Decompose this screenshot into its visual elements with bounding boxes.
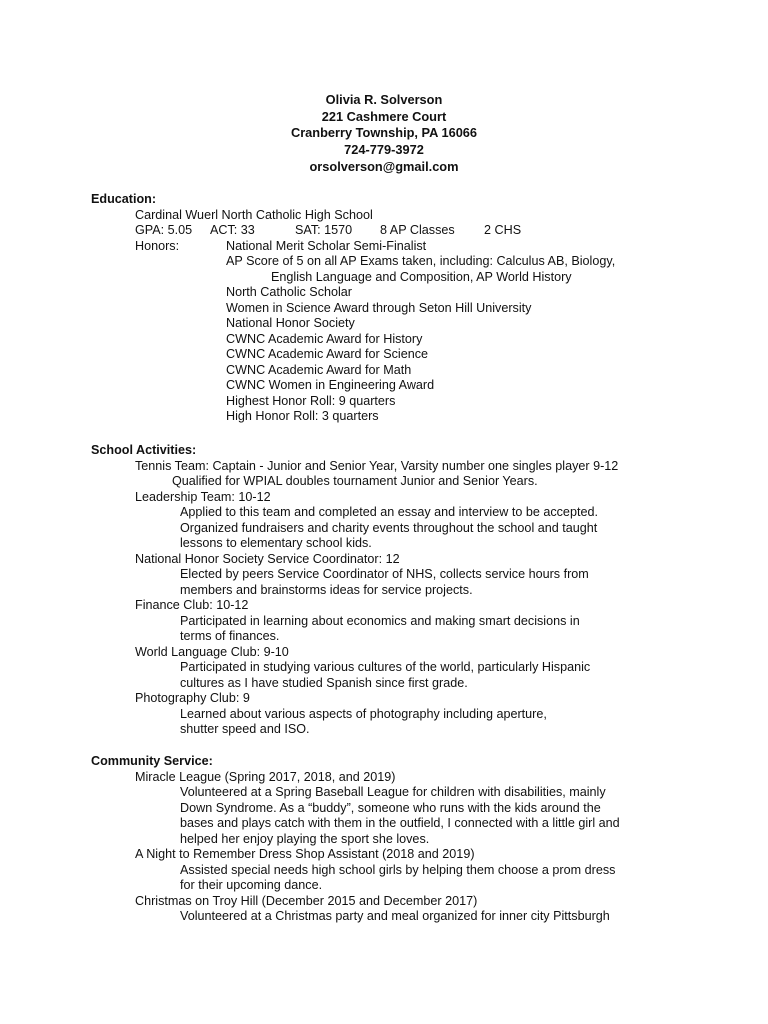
phone-number: 724-779-3972 [344, 142, 424, 158]
activity-heading: Leadership Team: 10-12 [135, 489, 271, 504]
honor-item: CWNC Academic Award for History [226, 331, 423, 346]
school-name: Cardinal Wuerl North Catholic High School [135, 207, 373, 222]
activity-heading: Photography Club: 9 [135, 691, 250, 705]
service-heading: Christmas on Troy Hill (December 2015 and December 2017) [135, 893, 478, 908]
activity-detail: Elected by peers Service Coordinator of NHS, collects service hours from [180, 567, 589, 581]
activity-detail: shutter speed and ISO. [180, 722, 310, 736]
service-detail: Down Syndrome. As a “buddy”, someone who runs with the kids around the [180, 800, 601, 815]
honor-item: North Catholic Scholar [226, 285, 352, 299]
community-heading: Community Service: [91, 754, 213, 768]
honors-label: Honors: [135, 238, 180, 253]
gpa: GPA: 5.05 [135, 223, 193, 237]
scores-row [0, 223, 768, 239]
honor-item: High Honor Roll: 3 quarters [226, 409, 379, 423]
service-detail: for their upcoming dance. [180, 878, 323, 892]
ap-classes: 8 AP Classes [380, 223, 455, 237]
activity-detail: cultures as I have studied Spanish since first grade. [180, 675, 468, 690]
activity-heading: World Language Club: 9-10 [135, 644, 289, 659]
city-state-zip: Cranberry Township, PA 16066 [290, 125, 478, 141]
service-detail: Volunteered at a Christmas party and meal organized for inner city Pittsburgh [180, 909, 610, 923]
activity-detail: members and brainstorms ideas for service projects. [180, 582, 473, 597]
activity-detail: Participated in studying various cultures of the world, particularly Hispanic [180, 660, 591, 674]
service-heading: Miracle League (Spring 2017, 2018, and 2019) [135, 769, 396, 784]
honor-item: English Language and Composition, AP World History [271, 269, 572, 284]
activity-detail: Participated in learning about economics and making smart decisions in [180, 613, 580, 628]
service-detail: Assisted special needs high school girls by helping them choose a prom dress [180, 862, 616, 877]
honor-item: CWNC Academic Award for Science [226, 347, 429, 361]
sat-score: SAT: 1570 [295, 223, 353, 237]
honor-item: National Merit Scholar Semi-Finalist [226, 238, 427, 253]
honor-item: CWNC Women in Engineering Award [226, 378, 435, 392]
service-detail: bases and plays catch with them in the outfield, I connected with a little girl and [180, 816, 620, 830]
activity-heading: National Honor Society Service Coordinator: 12 [135, 551, 400, 566]
activity-detail: terms of finances. [180, 629, 280, 643]
activity-heading: Finance Club: 10-12 [135, 598, 249, 612]
activities-heading: School Activities: [91, 443, 197, 457]
activity-detail: lessons to elementary school kids. [180, 536, 372, 550]
honor-item: AP Score of 5 on all AP Exams taken, including: Calculus AB, Biology, [226, 254, 616, 268]
service-detail: Volunteered at a Spring Baseball League for children with disabilities, mainly [180, 785, 606, 799]
activity-heading: Tennis Team: Captain - Junior and Senior Year, Varsity number one singles player 9-12 [135, 458, 619, 473]
activity-detail: Learned about various aspects of photography including aperture, [180, 706, 547, 721]
education-heading: Education: [91, 192, 157, 206]
contact-header [0, 92, 768, 175]
activity-detail: Applied to this team and completed an essay and interview to be accepted. [180, 505, 598, 519]
honor-item: CWNC Academic Award for Math [226, 362, 412, 377]
activity-detail: Organized fundraisers and charity events throughout the school and taught [180, 520, 598, 535]
activity-detail: Qualified for WPIAL doubles tournament Junior and Senior Years. [172, 474, 538, 488]
honor-item: Highest Honor Roll: 9 quarters [226, 393, 396, 408]
chs-count: 2 CHS [484, 223, 522, 237]
street-address: 221 Cashmere Court [321, 108, 447, 124]
service-detail: helped her enjoy playing the sport she loves. [180, 831, 430, 846]
email-address: orsolverson@gmail.com [309, 158, 459, 174]
act-score: ACT: 33 [210, 223, 255, 237]
applicant-name: Olivia R. Solverson [325, 92, 443, 107]
service-heading: A Night to Remember Dress Shop Assistant (2018 and 2019) [135, 847, 475, 861]
honor-item: National Honor Society [226, 316, 355, 330]
honor-item: Women in Science Award through Seton Hill University [226, 300, 532, 315]
